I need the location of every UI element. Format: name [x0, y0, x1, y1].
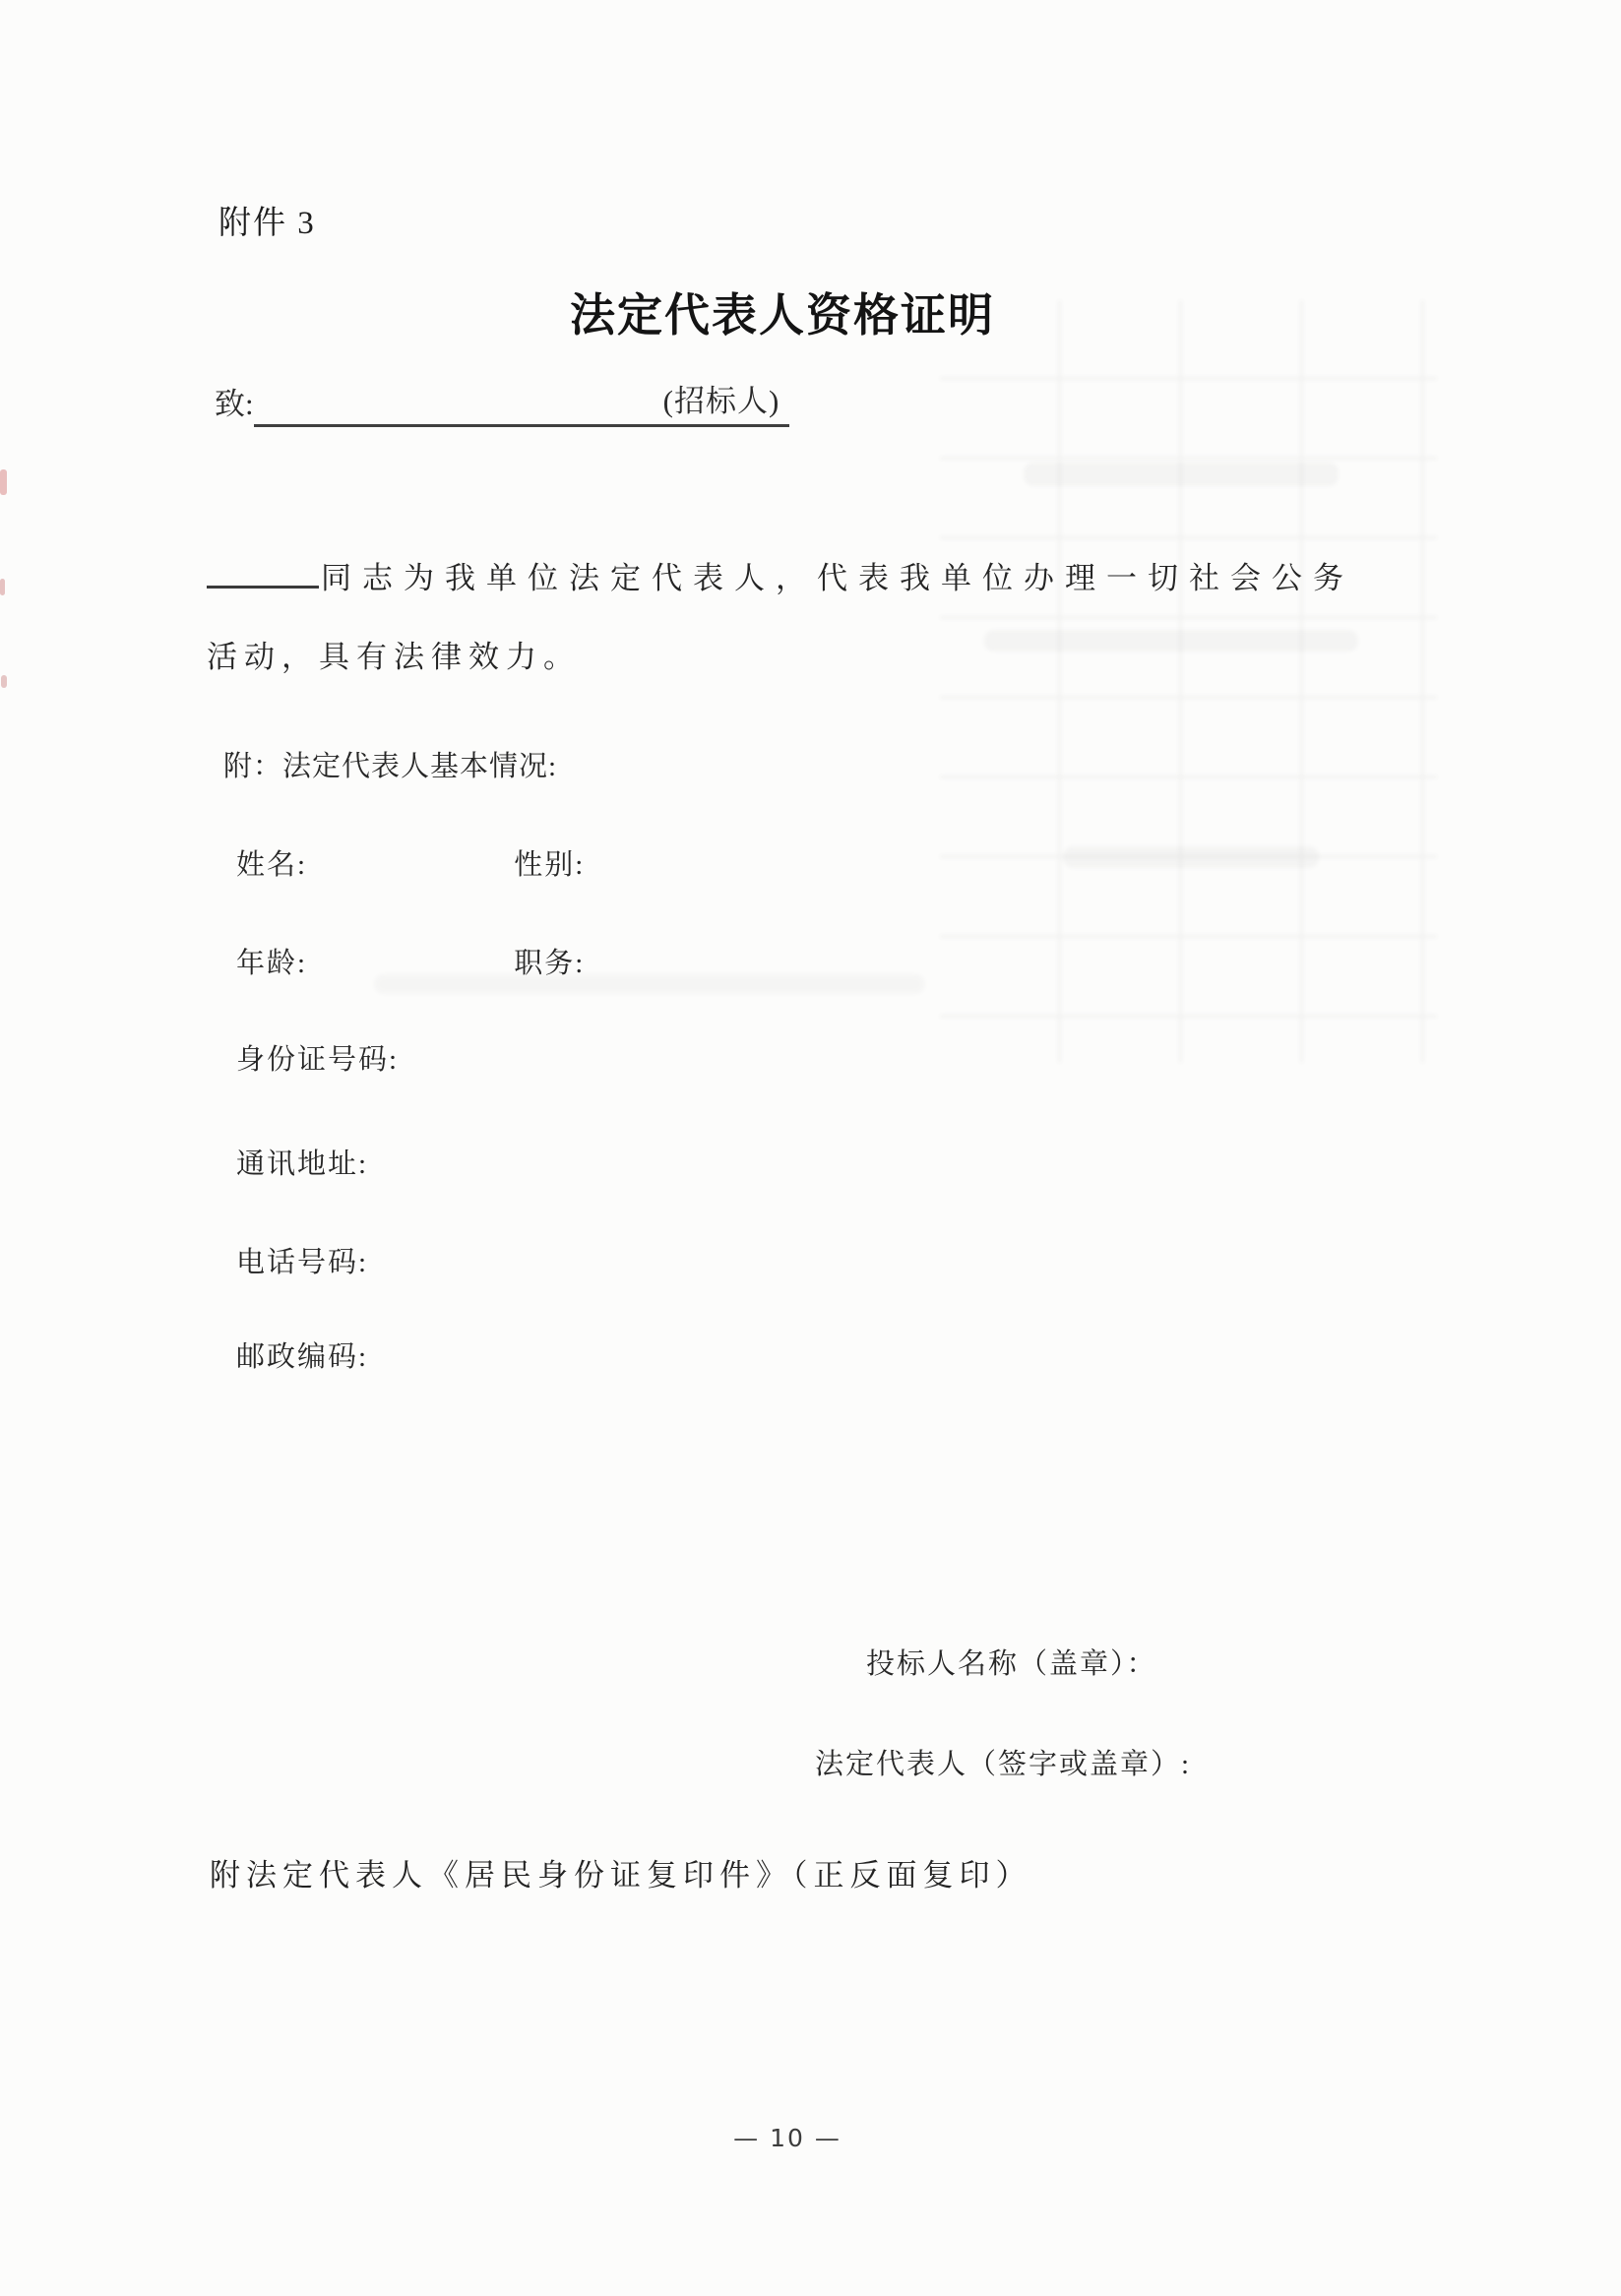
recipient-prefix: 致:: [215, 387, 254, 421]
bleed-through-smudge: [1024, 463, 1339, 486]
body-line-1-text: 同志为我单位法定代表人，代表我单位办理一切社会公务: [321, 561, 1354, 595]
field-label-age: 年龄:: [236, 948, 308, 979]
recipient-line: [215, 376, 789, 427]
scan-edge-speck: [1, 675, 7, 688]
body-line-1: [207, 539, 1476, 618]
legal-rep-signature-line: 法定代表人（签字或盖章）:: [815, 1749, 1192, 1780]
attachment-label: 附件 3: [218, 206, 316, 241]
scan-edge-speck: [0, 579, 5, 595]
form-row-id-number: [236, 1037, 399, 1078]
field-label-gender: 性别:: [514, 849, 586, 881]
recipient-suffix: (招标人): [659, 376, 790, 427]
recipient-blank-line: [254, 385, 659, 427]
bleed-through-smudge: [1063, 846, 1319, 868]
bidder-seal-line: 投标人名称（盖章）：: [866, 1648, 1157, 1680]
body-line-2-text: 活动，具有法律效力。: [207, 640, 581, 674]
id-copy-footnote: 附法定代表人《居民身份证复印件》（正反面复印）: [210, 1858, 1032, 1893]
field-label-name: 姓名:: [236, 849, 308, 881]
form-row-address: [236, 1142, 368, 1182]
form-row-postal-code: [236, 1334, 368, 1375]
form-row-age-position: [236, 941, 585, 981]
field-label-position: 职务:: [514, 948, 586, 979]
field-label-phone: 电话号码:: [236, 1247, 369, 1278]
page-title: 法定代表人资格证明: [570, 290, 995, 341]
body-line-2: [207, 618, 1476, 697]
scan-edge-speck: [0, 469, 7, 495]
field-label-address: 通讯地址:: [236, 1148, 369, 1180]
form-heading: 附：法定代表人基本情况:: [223, 751, 558, 782]
body-paragraph: [207, 539, 1476, 697]
form-row-name-gender: [236, 842, 585, 883]
field-label-postal-code: 邮政编码:: [236, 1341, 369, 1373]
page-number: — 10 —: [733, 2124, 842, 2152]
form-row-phone: [236, 1240, 368, 1280]
body-blank-line: [207, 552, 319, 589]
field-label-id-number: 身份证号码:: [236, 1044, 400, 1076]
